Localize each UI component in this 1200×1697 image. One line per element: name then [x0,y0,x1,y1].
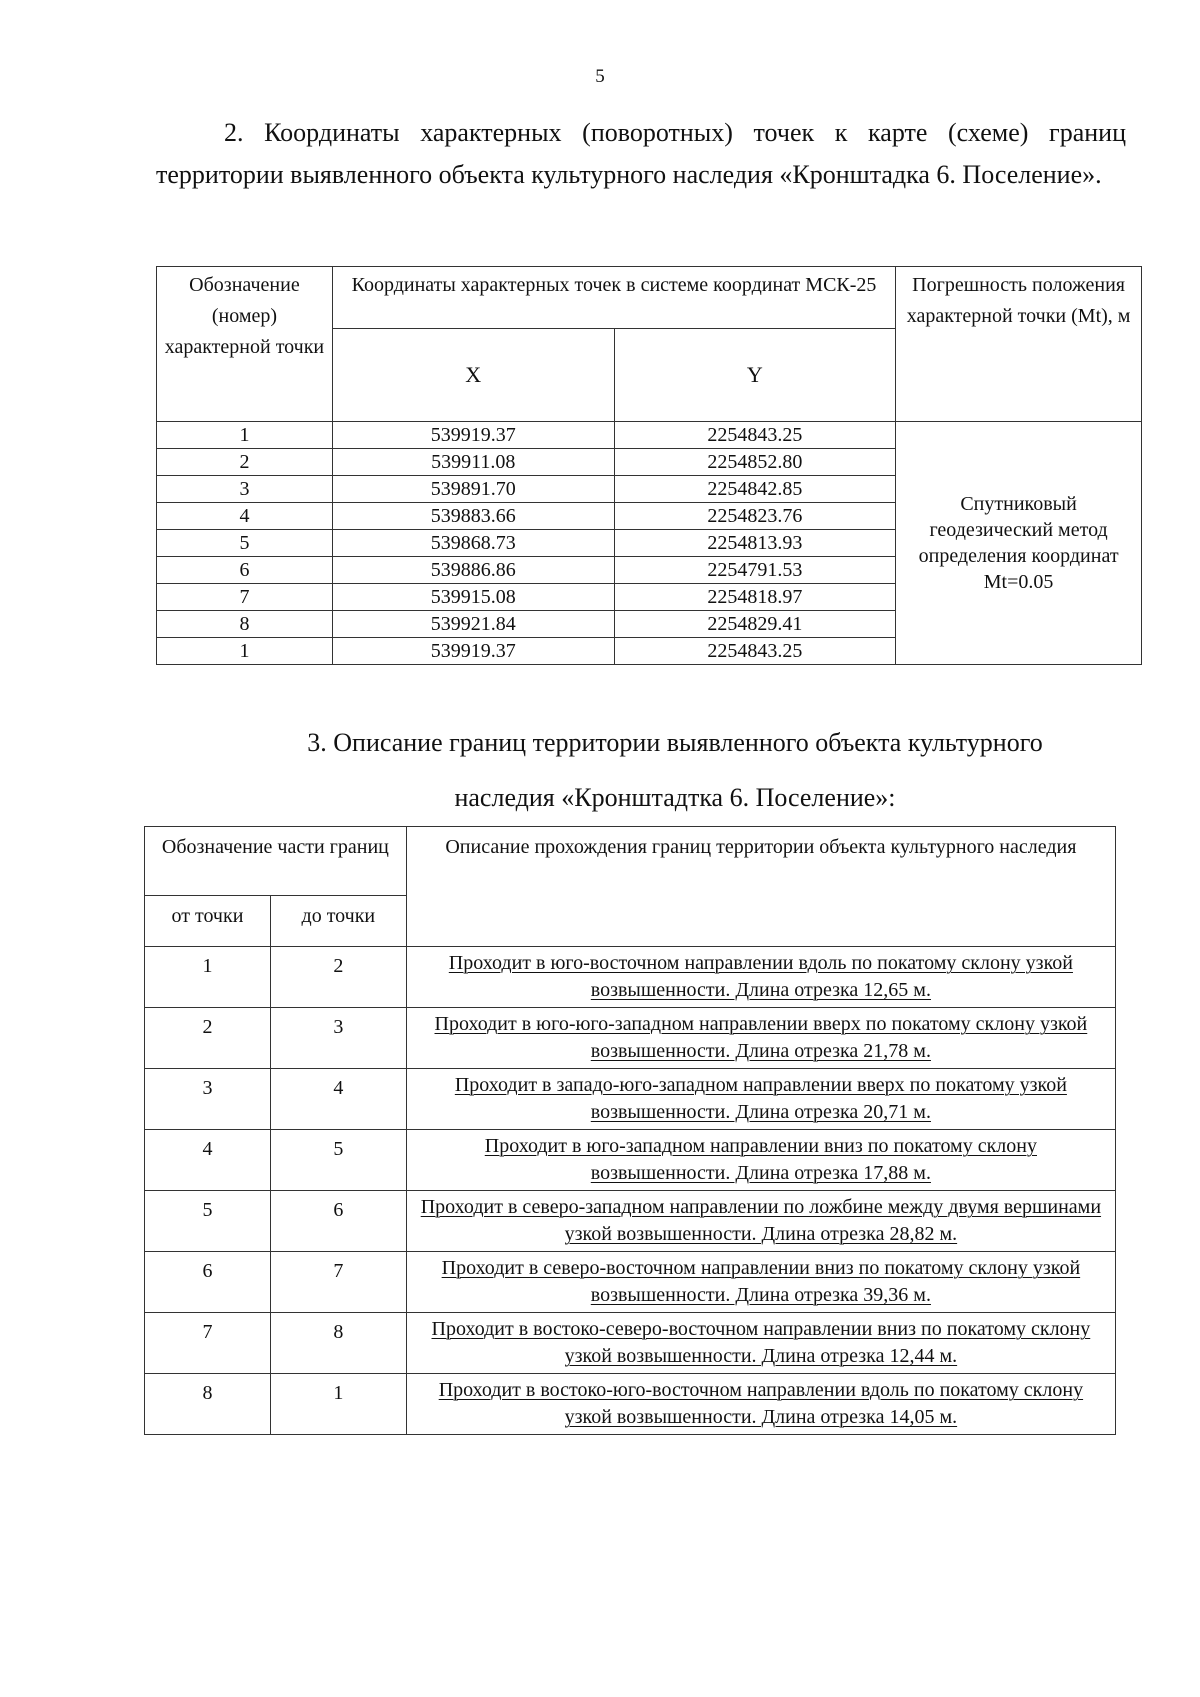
segment-description: Проходит в востоко-юго-восточном направлении вдоль по покатому склону узкой возвышенности. Длина отрезка 14,05 м. [406,1374,1115,1435]
point-number: 1 [157,638,333,665]
header-x: X [332,329,614,422]
header-description: Описание прохождения границ территории объекта культурного наследия [406,827,1115,947]
point-number: 5 [157,530,333,557]
header-to-point: до точки [270,896,406,947]
coord-x: 539886.86 [332,557,614,584]
error-method: Спутниковый геодезический метод определения координат Mt=0.05 [896,422,1142,665]
point-number: 4 [157,503,333,530]
point-number: 6 [157,557,333,584]
section-2-title: 2. Координаты характерных (поворотных) точек к карте (схеме) границ территории выявленного объекта культурного наследия «Кронштадка 6. Поселение». [156,118,1126,189]
from-point: 7 [145,1313,271,1374]
coord-x: 539919.37 [332,638,614,665]
to-point: 6 [270,1191,406,1252]
segment-description: Проходит в юго-юго-западном направлении вверх по покатому склону узкой возвышенности. Длина отрезка 21,78 м. [406,1008,1115,1069]
from-point: 1 [145,947,271,1008]
coord-x: 539919.37 [332,422,614,449]
from-point: 4 [145,1130,271,1191]
coord-y: 2254823.76 [614,503,896,530]
point-number: 3 [157,476,333,503]
coord-y: 2254843.25 [614,638,896,665]
coord-x: 539921.84 [332,611,614,638]
table-row [145,1191,1116,1252]
table-row [145,1008,1116,1069]
header-y: Y [614,329,896,422]
segment-description: Проходит в западо-юго-западном направлении вверх по покатому узкой возвышенности. Длина отрезка 20,71 м. [406,1069,1115,1130]
coord-y: 2254829.41 [614,611,896,638]
coord-y: 2254818.97 [614,584,896,611]
from-point: 5 [145,1191,271,1252]
segment-description: Проходит в юго-западном направлении вниз по покатому склону возвышенности. Длина отрезка 17,88 м. [406,1130,1115,1191]
from-point: 8 [145,1374,271,1435]
table-row [145,1313,1116,1374]
boundary-description-table [144,826,1116,1435]
segment-description: Проходит в северо-восточном направлении вниз по покатому склону узкой возвышенности. Длина отрезка 39,36 м. [406,1252,1115,1313]
coordinates-table [156,266,1142,665]
table-row [157,422,1142,449]
coord-y: 2254791.53 [614,557,896,584]
coord-y: 2254852.80 [614,449,896,476]
from-point: 3 [145,1069,271,1130]
point-number: 7 [157,584,333,611]
from-point: 6 [145,1252,271,1313]
header-point-number: Обозначение (номер) характерной точки [157,267,333,422]
to-point: 8 [270,1313,406,1374]
section-3-title-line-2: наследия «Кронштадтка 6. Поселение»: [454,783,896,812]
coord-x: 539883.66 [332,503,614,530]
table-row [145,1374,1116,1435]
table-row [145,947,1116,1008]
point-number: 1 [157,422,333,449]
to-point: 1 [270,1374,406,1435]
table-row [145,1069,1116,1130]
page-number: 5 [595,66,605,87]
table-row [145,1130,1116,1191]
to-point: 4 [270,1069,406,1130]
coord-y: 2254842.85 [614,476,896,503]
to-point: 2 [270,947,406,1008]
to-point: 3 [270,1008,406,1069]
header-error: Погрешность положения характерной точки (Mt), м [896,267,1142,422]
header-boundary-part: Обозначение части границ [145,827,407,896]
coord-y: 2254813.93 [614,530,896,557]
segment-description: Проходит в северо-западном направлении по ложбине между двумя вершинами узкой возвышенности. Длина отрезка 28,82 м. [406,1191,1115,1252]
header-from-point: от точки [145,896,271,947]
table-row [145,1252,1116,1313]
segment-description: Проходит в востоко-северо-восточном направлении вниз по покатому склону узкой возвышенности. Длина отрезка 12,44 м. [406,1313,1115,1374]
section-3-title-line-1: 3. Описание границ территории выявленного объекта культурного [307,728,1043,757]
coord-x: 539911.08 [332,449,614,476]
coord-x: 539915.08 [332,584,614,611]
point-number: 2 [157,449,333,476]
from-point: 2 [145,1008,271,1069]
coord-x: 539891.70 [332,476,614,503]
to-point: 5 [270,1130,406,1191]
coord-y: 2254843.25 [614,422,896,449]
header-coordinates: Координаты характерных точек в системе координат МСК-25 [332,267,895,329]
point-number: 8 [157,611,333,638]
coord-x: 539868.73 [332,530,614,557]
to-point: 7 [270,1252,406,1313]
segment-description: Проходит в юго-восточном направлении вдоль по покатому склону узкой возвышенности. Длина отрезка 12,65 м. [406,947,1115,1008]
